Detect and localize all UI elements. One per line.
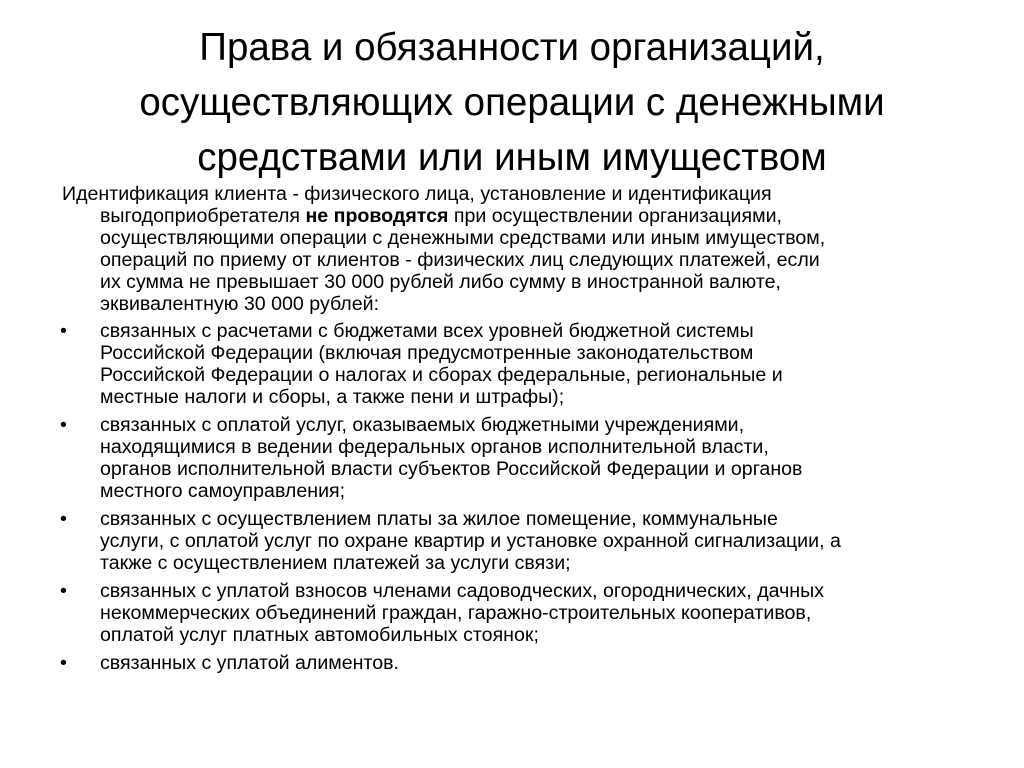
- bullet-icon: •: [60, 580, 67, 602]
- bullet-line: местного самоуправления;: [100, 480, 346, 502]
- intro-line: операций по приему от клиентов - физических лиц следующих платежей, если: [100, 249, 820, 271]
- bullet-icon: •: [60, 652, 67, 674]
- bullet-line: связанных с уплатой алиментов.: [100, 652, 399, 674]
- bullet-item: [62, 414, 982, 502]
- bullet-line: связанных с оплатой услуг, оказываемых бюджетными учреждениями,: [100, 414, 745, 436]
- bullet-line: Российской Федерации о налогах и сборах федеральные, региональные и: [100, 364, 783, 386]
- slide-body: [62, 183, 982, 680]
- bullet-line: органов исполнительной власти субъектов Российской Федерации и органов: [100, 458, 803, 480]
- intro-line: эквивалентную 30 000 рублей:: [100, 293, 380, 315]
- intro-paragraph: [62, 183, 982, 315]
- bullet-line: Российской Федерации (включая предусмотренные законодательством: [100, 342, 754, 364]
- bullet-list: [62, 320, 982, 674]
- bullet-line: находящимися в ведении федеральных органов исполнительной власти,: [100, 436, 769, 458]
- intro-emphasis: не проводятся: [305, 205, 449, 227]
- bullet-icon: •: [60, 508, 67, 530]
- bullet-line: связанных с уплатой взносов членами садоводческих, огороднических, дачных: [100, 580, 825, 602]
- slide-title-line: осуществляющих операции с денежными: [139, 81, 885, 124]
- bullet-item: [62, 580, 982, 646]
- bullet-line: услуги, с оплатой услуг по охране квартир и установке охранной сигнализации, а: [100, 530, 841, 552]
- slide-title: [40, 20, 984, 185]
- bullet-line: связанных с осуществлением платы за жилое помещение, коммунальные: [100, 508, 778, 530]
- bullet-line: местные налоги и сборы, а также пени и штрафы);: [100, 386, 565, 408]
- intro-line: осуществляющими операции с денежными средствами или иным имуществом,: [100, 227, 826, 249]
- intro-text: выгодоприобретателя: [100, 205, 306, 227]
- intro-line: их сумма не превышает 30 000 рублей либо сумму в иностранной валюте,: [100, 271, 781, 293]
- bullet-item: [62, 508, 982, 574]
- bullet-item: [62, 652, 982, 674]
- intro-text: при осуществлении организациями,: [448, 205, 782, 227]
- intro-line: [62, 205, 982, 227]
- bullet-line: также с осуществлением платежей за услуги связи;: [100, 552, 571, 574]
- intro-line: Идентификация клиента - физического лица, установление и идентификация: [62, 183, 772, 205]
- bullet-line: некоммерческих объединений граждан, гаражно-строительных кооперативов,: [100, 602, 812, 624]
- slide-title-line: средствами или иным имуществом: [197, 136, 827, 179]
- bullet-item: [62, 320, 982, 408]
- bullet-line: связанных с расчетами с бюджетами всех уровней бюджетной системы: [100, 320, 754, 342]
- slide-title-line: Права и обязанности организаций,: [199, 26, 825, 69]
- bullet-icon: •: [60, 320, 67, 342]
- bullet-line: оплатой услуг платных автомобильных стоянок;: [100, 624, 539, 646]
- bullet-icon: •: [60, 414, 67, 436]
